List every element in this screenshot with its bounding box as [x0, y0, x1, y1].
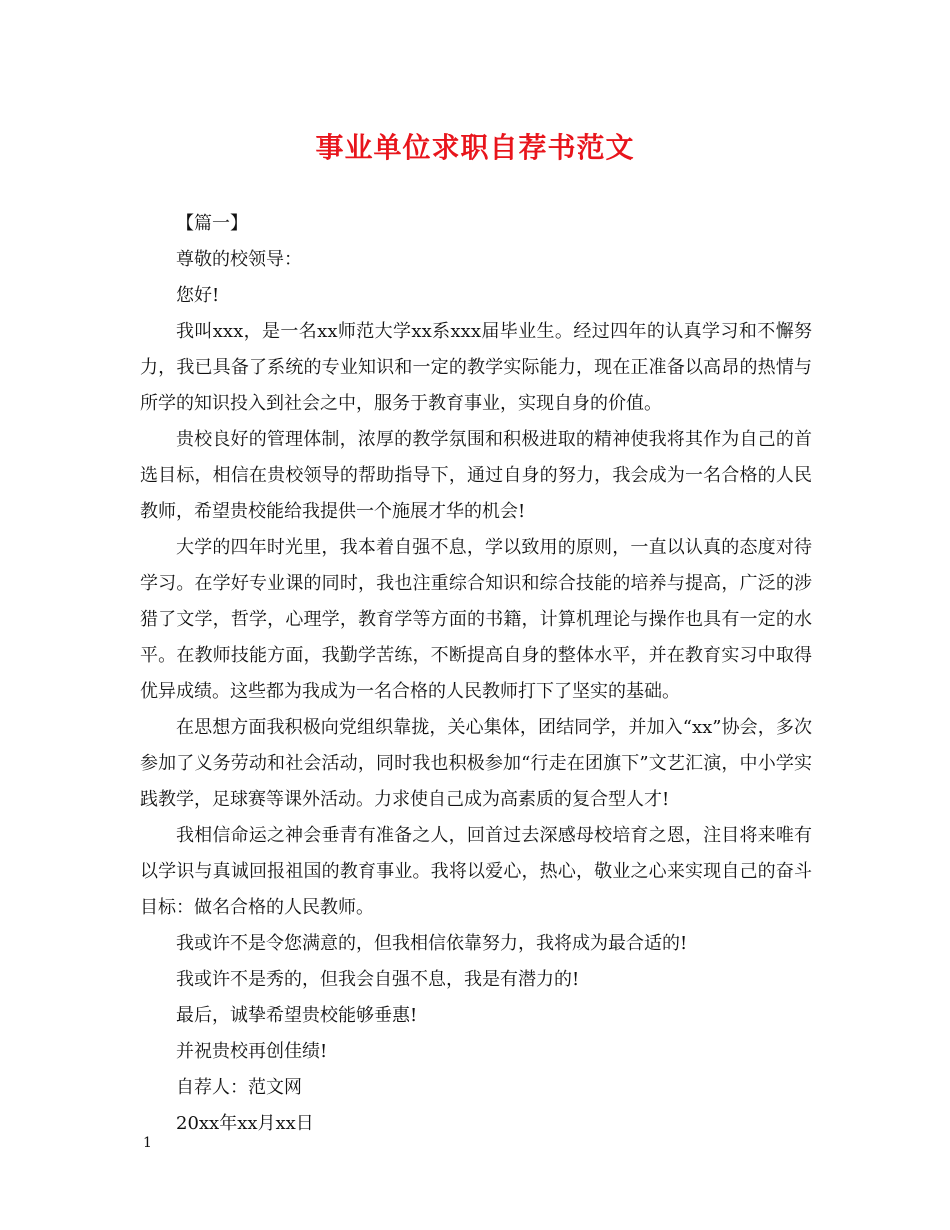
paragraph-ideology: 在思想方面我积极向党组织靠拢，关心集体，团结同学，并加入“xx”协会，多次参加了义务劳动和社会活动，同时我也积极参加“行走在团旗下”文艺汇演，中小学实践教学，足球赛等课外活动。力求使自己成为高素质的复合型人才!: [140, 717, 812, 810]
date: 20xx年xx月xx日: [176, 1113, 314, 1134]
closing-line-1: 我或许不是令您满意的，但我相信依靠努力，我将成为最合适的!: [176, 933, 688, 954]
signature: 自荐人：范文网: [176, 1077, 302, 1098]
paragraph-study: 大学的四年时光里，我本着自强不息，学以致用的原则，一直以认真的态度对待学习。在学好专业课的同时，我也注重综合知识和综合技能的培养与提高，广泛的涉猎了文学，哲学，心理学，教育学等方面的书籍，计算机理论与操作也具有一定的水平。在教师技能方面，我勤学苦练，不断提高自身的整体水平，并在教育实习中取得优异成绩。这些都为我成为一名合格的人民教师打下了坚实的基础。: [140, 537, 812, 702]
paragraph-goal: 我相信命运之神会垂青有准备之人，回首过去深感母校培育之恩，注目将来唯有以学识与真诚回报祖国的教育事业。我将以爱心，热心，敬业之心来实现自己的奋斗目标：做名合格的人民教师。: [140, 825, 812, 918]
document-body: [140, 206, 812, 1142]
closing-line-2: 我或许不是秀的，但我会自强不息，我是有潜力的!: [176, 969, 580, 990]
paragraph-introduction: 我叫xxx，是一名xx师范大学xx系xxx届毕业生。经过四年的认真学习和不懈努力，我已具备了系统的专业知识和一定的教学实际能力，现在正准备以高昂的热情与所学的知识投入到社会之中，服务于教育事业，实现自身的价值。: [140, 321, 812, 414]
closing-line-4: 并祝贵校再创佳绩!: [176, 1041, 328, 1062]
paragraph-school-choice: 贵校良好的管理体制，浓厚的教学氛围和积极进取的精神使我将其作为自己的首选目标，相信在贵校领导的帮助指导下，通过自身的努力，我会成为一名合格的人民教师，希望贵校能给我提供一个施展才华的机会!: [140, 429, 812, 522]
page-number: 1: [143, 1135, 152, 1151]
salutation: 尊敬的校领导：: [176, 249, 302, 270]
document-title: 事业单位求职自荐书范文: [315, 131, 635, 164]
greeting: 您好!: [176, 285, 220, 306]
closing-line-3: 最后，诚挚希望贵校能够垂惠!: [176, 1005, 418, 1026]
section-label: 【篇一】: [176, 213, 248, 234]
